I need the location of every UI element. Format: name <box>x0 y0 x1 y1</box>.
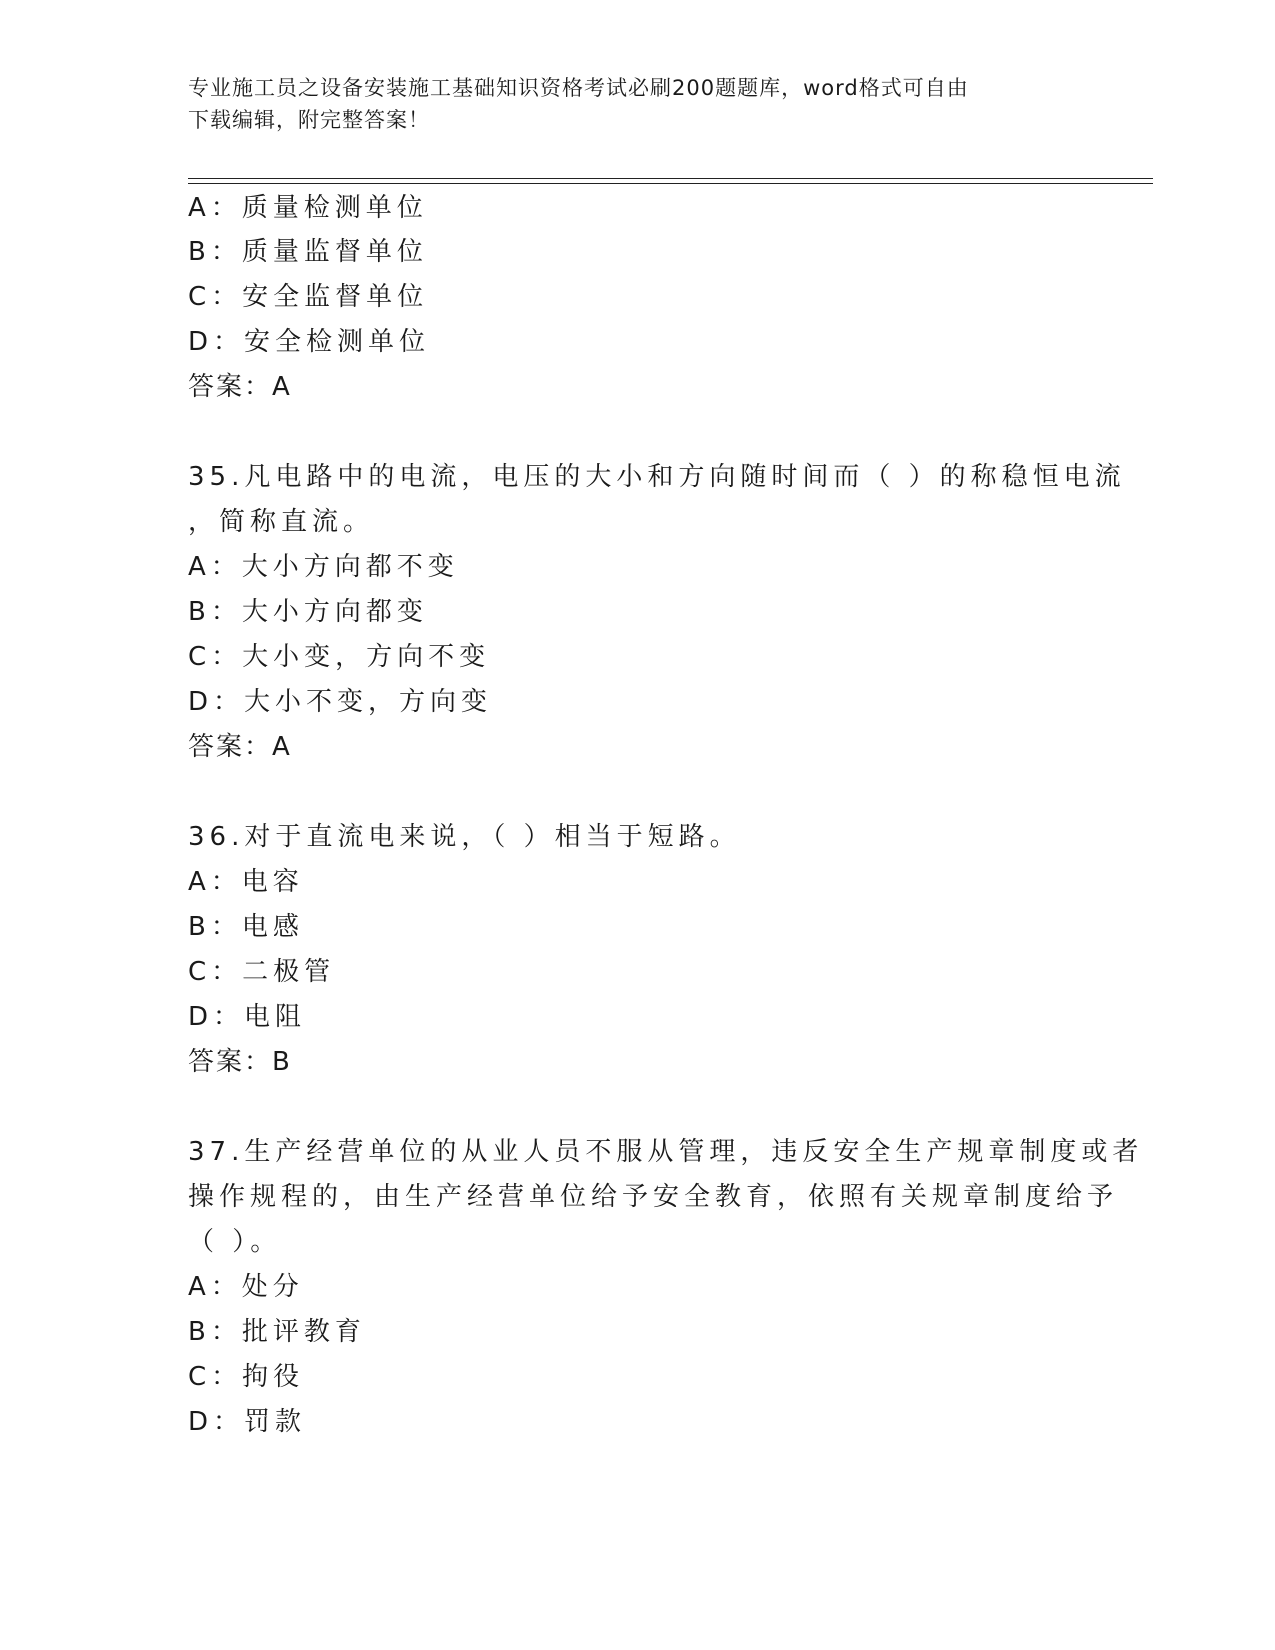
header-title-line-2: 下载编辑，附完整答案！ <box>188 108 430 132</box>
q34-option-a: A：质量检测单位 <box>188 193 428 223</box>
q35-stem-line-1: 35.凡电路中的电流，电压的大小和方向随时间而（ ）的称稳恒电流 <box>188 462 1126 492</box>
q37-option-a: A：处分 <box>188 1272 304 1302</box>
q34-answer: 答案：A <box>188 372 292 402</box>
q35-answer: 答案：A <box>188 732 292 762</box>
q36-option-d: D：电阻 <box>188 1002 307 1032</box>
q36-answer: 答案：B <box>188 1047 292 1077</box>
q36-option-c: C：二极管 <box>188 957 336 987</box>
q36-option-a: A：电容 <box>188 867 304 897</box>
q34-option-b: B：质量监督单位 <box>188 237 428 267</box>
q35-stem-line-2: ，简称直流。 <box>188 507 375 537</box>
q37-stem-line-2: 操作规程的，由生产经营单位给予安全教育，依照有关规章制度给予 <box>188 1182 1119 1212</box>
q37-option-b: B：批评教育 <box>188 1317 366 1347</box>
q37-option-c: C：拘役 <box>188 1362 305 1392</box>
header-title-line-1: 专业施工员之设备安装施工基础知识资格考试必刷200题题库，word格式可自由 <box>188 76 969 100</box>
q34-option-c: C：安全监督单位 <box>188 282 429 312</box>
q35-option-d: D：大小不变，方向变 <box>188 687 493 717</box>
q37-option-d: D：罚款 <box>188 1407 307 1437</box>
q37-stem-line-3: （ ）。 <box>188 1227 282 1257</box>
header-divider-bottom <box>188 183 1153 184</box>
document-header <box>188 72 1088 136</box>
q35-option-c: C：大小变，方向不变 <box>188 642 491 672</box>
header-divider-top <box>188 178 1153 179</box>
q34-option-d: D：安全检测单位 <box>188 327 431 357</box>
q35-option-b: B：大小方向都变 <box>188 597 428 627</box>
q36-option-b: B：电感 <box>188 912 304 942</box>
q36-stem-line-1: 36.对于直流电来说，（ ）相当于短路。 <box>188 822 741 852</box>
q35-option-a: A：大小方向都不变 <box>188 552 459 582</box>
q37-stem-line-1: 37.生产经营单位的从业人员不服从管理，违反安全生产规章制度或者 <box>188 1137 1144 1167</box>
